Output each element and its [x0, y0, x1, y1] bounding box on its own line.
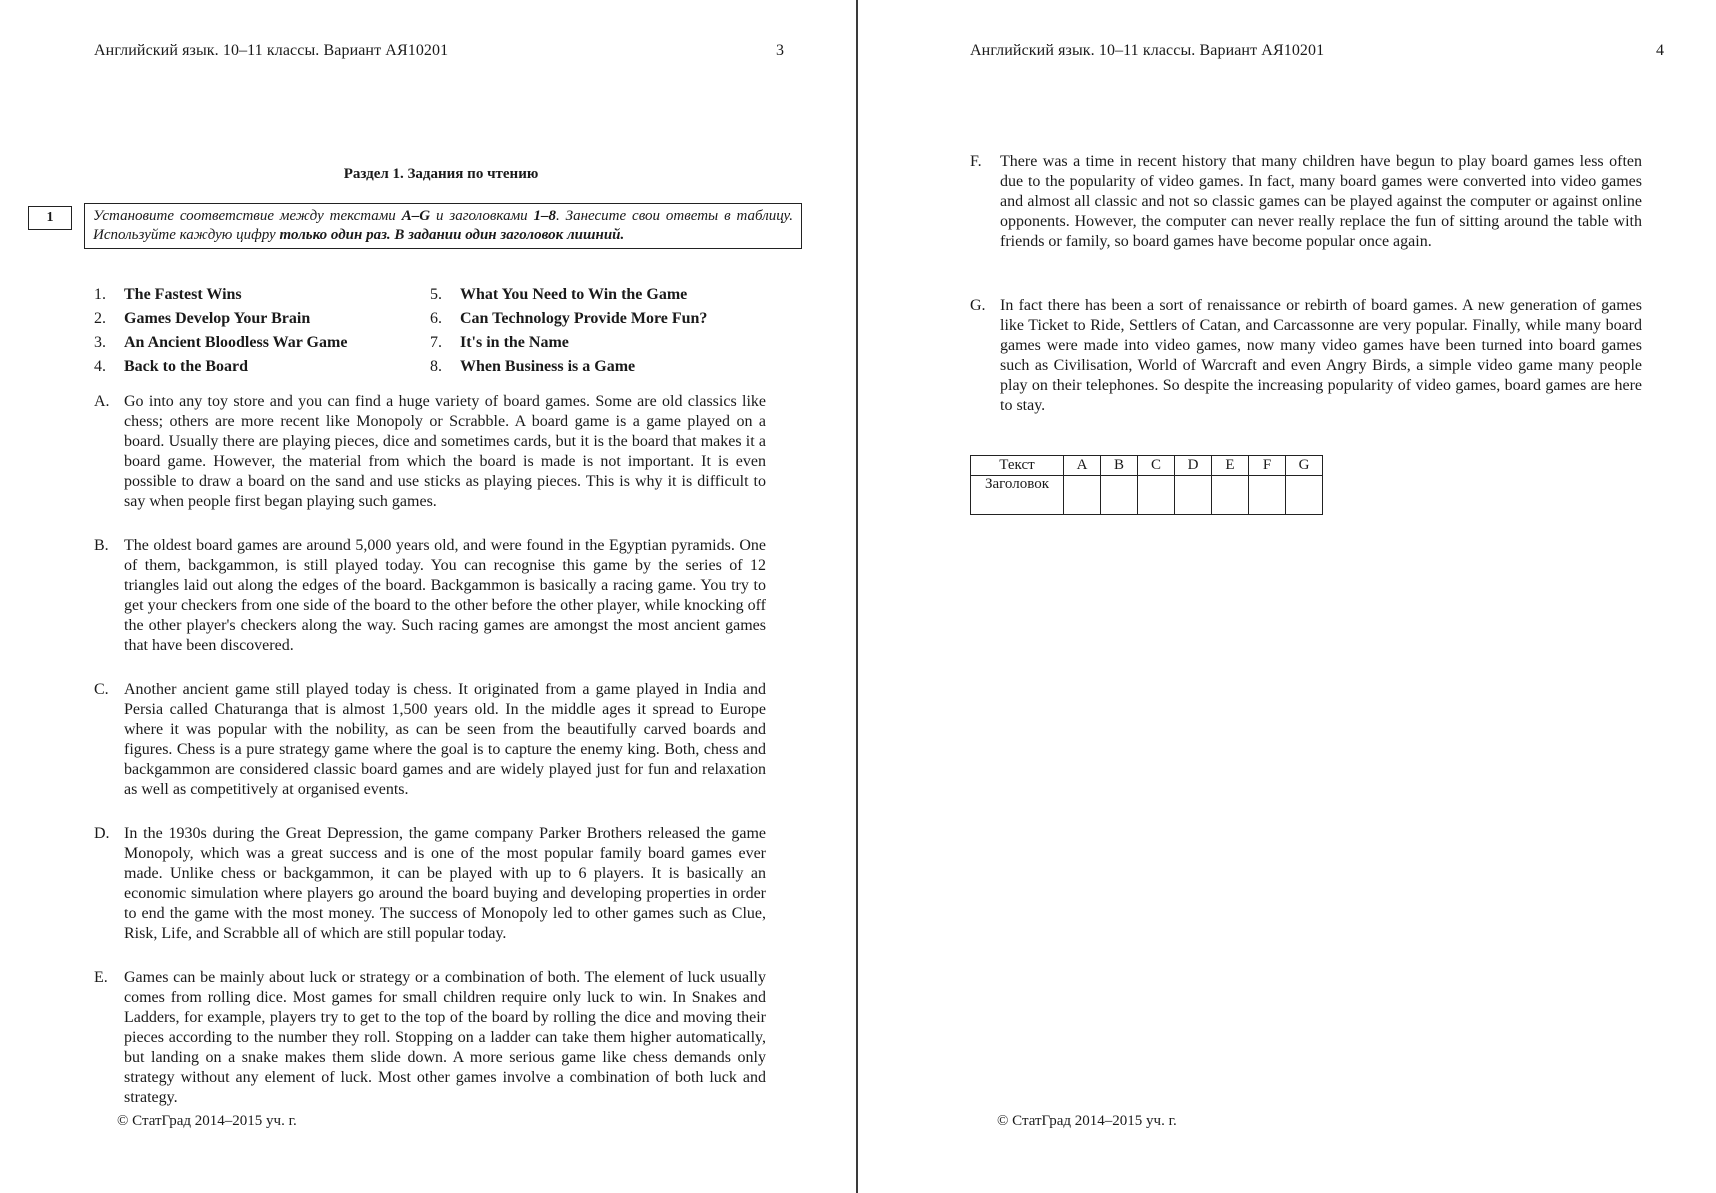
text-paragraph-d	[94, 824, 766, 944]
text-letter: C.	[94, 681, 109, 698]
instruction-text-2: и заголовками	[430, 208, 534, 224]
heading-item	[430, 308, 707, 330]
heading-number: 1.	[94, 286, 106, 303]
text-letter: B.	[94, 537, 109, 554]
instruction-text-3: . Занесите свои ответы в таблицу. Используйте каждую цифру	[93, 208, 794, 243]
answer-cell-b[interactable]	[1101, 476, 1138, 515]
heading-number: 2.	[94, 310, 106, 327]
answer-table-column-header: G	[1286, 456, 1323, 476]
heading-number: 7.	[430, 334, 442, 351]
header-title-left: Английский язык. 10–11 классы. Вариант АЯ10201	[94, 42, 449, 59]
answer-cell-f[interactable]	[1249, 476, 1286, 515]
text-paragraph-c	[94, 680, 766, 800]
answer-table-column-header: D	[1175, 456, 1212, 476]
text-body: Another ancient game still played today is chess. It originated from a game played in India and Persia called Chaturanga that is almost 1,500 years old. In the middle ages it spread to Europe where it was popular with the nobility, as can be seen from the beautifully carved boards and figures. Chess is a pure strategy game where the goal is to capture the enemy king. Both, chess and backgammon are considered classic board games and are widely played just for fun and relaxation as well as competitively at organised events.	[124, 681, 766, 798]
heading-item	[430, 284, 687, 306]
instruction-bold-1: A–G	[401, 208, 431, 224]
answer-table	[970, 455, 1323, 515]
heading-number: 5.	[430, 286, 442, 303]
section-title: Раздел 1. Задания по чтению	[343, 166, 539, 182]
answer-table-column-header: E	[1212, 456, 1249, 476]
text-paragraph-a	[94, 392, 766, 512]
footer-right: © СтатГрад 2014–2015 уч. г.	[997, 1113, 1177, 1129]
heading-number: 8.	[430, 358, 442, 375]
text-body: Go into any toy store and you can find a huge variety of board games. Some are old classics like chess; others are more recent like Monopoly or Scrabble. A board game is a game played on a board. Usually there are playing pieces, dice and sometimes cards, but it is the board that makes it a board game. However, the material from which the board is made is not important. It is even possible to draw a board on the sand and use sticks as playing pieces. This is why it is difficult to say when people first began playing such games.	[124, 393, 766, 510]
heading-item	[430, 332, 569, 354]
footer-left: © СтатГрад 2014–2015 уч. г.	[117, 1113, 297, 1129]
answer-cell-a[interactable]	[1064, 476, 1101, 515]
answer-cell-c[interactable]	[1138, 476, 1175, 515]
heading-item	[94, 332, 347, 354]
text-body: The oldest board games are around 5,000 years old, and were found in the Egyptian pyramids. One of them, backgammon, is still played today. You can recognise this game by the series of 12 triangles laid out along the edges of the board. Backgammon is basically a racing game. You try to get your checkers from one side of the board to the other before the other player, while knocking off the other player's checkers along the way. Such racing games are amongst the most ancient games that have been discovered.	[124, 537, 766, 654]
heading-title: When Business is a Game	[460, 358, 636, 375]
heading-title: Can Technology Provide More Fun?	[460, 310, 708, 327]
heading-item	[94, 284, 242, 306]
heading-title: Games Develop Your Brain	[124, 310, 311, 327]
heading-title: Back to the Board	[124, 358, 248, 375]
text-paragraph-g	[970, 296, 1642, 416]
answer-table-row-label: Текст	[971, 456, 1064, 476]
answer-table-column-header: A	[1064, 456, 1101, 476]
heading-number: 4.	[94, 358, 106, 375]
text-letter: E.	[94, 969, 108, 986]
text-letter: A.	[94, 393, 110, 410]
instruction-text-1: Установите соответствие между текстами	[93, 208, 402, 224]
answer-table-column-header: F	[1249, 456, 1286, 476]
page-number-left: 3	[776, 42, 784, 59]
text-body: In the 1930s during the Great Depression, the game company Parker Brothers released the game Monopoly, which was a great success and is one of the most popular family board games ever made. Unlike chess or backgammon, it can be played with up to 6 players. It is basically an economic simulation where players go around the board buying and developing properties in order to end the game with the most money. The success of Monopoly led to other games such as Clue, Risk, Life, and Scrabble all of which are still popular today.	[124, 825, 766, 942]
text-paragraph-b	[94, 536, 766, 656]
answer-cell-e[interactable]	[1212, 476, 1249, 515]
answer-table-row-label: Заголовок	[971, 476, 1064, 515]
instruction-bold-2: 1–8	[533, 208, 557, 224]
header-title-right: Английский язык. 10–11 классы. Вариант АЯ10201	[970, 42, 1325, 59]
heading-item	[94, 308, 310, 330]
page-number-right: 4	[1656, 42, 1664, 59]
text-body: Games can be mainly about luck or strategy or a combination of both. The element of luck usually comes from rolling dice. Most games for small children require only luck to win. In Snakes and Ladders, for example, players try to get to the top of the board by rolling the dice and moving their pieces according to the number they roll. Stopping on a ladder can take them higher automatically, but landing on a snake makes them slide down. A more serious game like chess demands only strategy without any element of luck. Most other games involve a combination of both luck and strategy.	[124, 969, 766, 1106]
answer-cell-d[interactable]	[1175, 476, 1212, 515]
text-paragraph-e	[94, 968, 766, 1108]
answer-table-column-header: C	[1138, 456, 1175, 476]
instruction-bold-3: только один раз. В задании один заголовок лишний.	[279, 227, 625, 243]
text-letter: F.	[970, 153, 982, 170]
heading-title: It's in the Name	[460, 334, 569, 351]
answer-table-column-header: B	[1101, 456, 1138, 476]
heading-item	[430, 356, 635, 378]
text-letter: G.	[970, 297, 986, 314]
heading-title: What You Need to Win the Game	[460, 286, 688, 303]
text-body: In fact there has been a sort of renaissance or rebirth of board games. A new generation of games like Ticket to Ride, Settlers of Catan, and Carcassonne are very popular. Finally, while many board games were made into video games, now many video games have been turned into board games such as Civilisation, World of Warcraft and even Angry Birds, a simple video game many people play on their telephones. So despite the increasing popularity of video games, board games are here to stay.	[1000, 297, 1642, 414]
task-number-box: 1	[28, 206, 72, 230]
answer-table-header-row	[971, 456, 1323, 476]
task-instruction	[84, 203, 802, 249]
text-paragraph-f	[970, 152, 1642, 252]
heading-title: An Ancient Bloodless War Game	[124, 334, 348, 351]
heading-item	[94, 356, 248, 378]
heading-number: 3.	[94, 334, 106, 351]
answer-table-answer-row	[971, 476, 1323, 515]
heading-number: 6.	[430, 310, 442, 327]
text-body: There was a time in recent history that many children have begun to play board games less often due to the popularity of video games. In fact, many board games were converted into video games and almost all classic and not so classic games can be played against the computer or against online opponents. However, the computer can never really replace the fun of sitting around the table with friends or family, so board games have become popular once again.	[1000, 153, 1642, 250]
text-letter: D.	[94, 825, 110, 842]
answer-cell-g[interactable]	[1286, 476, 1323, 515]
heading-title: The Fastest Wins	[124, 286, 242, 303]
